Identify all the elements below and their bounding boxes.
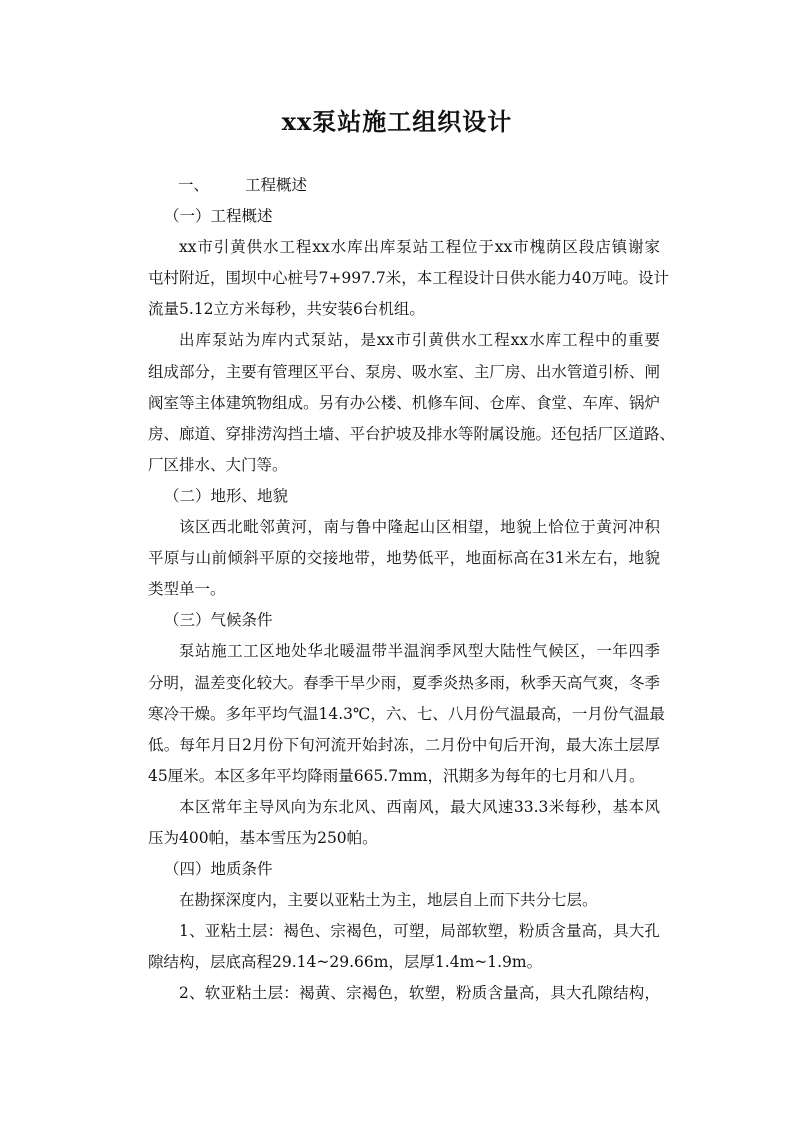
subheading-climate: （三）气候条件 [164, 611, 273, 630]
paragraph-line: 分明，温差变化较大。春季干旱少雨，夏季炎热多雨，秋季天高气爽，冬季 [148, 673, 660, 692]
paragraph-line: 压为400帕，基本雪压为250帕。 [148, 828, 378, 847]
paragraph-line: 在勘探深度内，主要以亚粘土为主，地层自上而下共分七层。 [179, 891, 598, 910]
paragraph-line: 流量5.12立方米每秒，共安装6台机组。 [148, 300, 425, 319]
paragraph-line: 阀室等主体建筑物组成。另有办公楼、机修车间、仓库、食堂、车库、锅炉 [148, 393, 660, 412]
section-heading [148, 170, 660, 201]
paragraph-line: 类型单一。 [148, 580, 226, 599]
document-body [148, 170, 676, 1010]
paragraph-line: 组成部分，主要有管理区平台、泵房、吸水室、主厂房、出水管道引桥、闸 [148, 362, 660, 381]
subheading-overview: （一）工程概述 [164, 207, 273, 226]
document-title: xx泵站施工组织设计 [281, 107, 513, 136]
paragraph-line: 寒冷干燥。多年平均气温14.3℃，六、七、八月份气温最高，一月份气温最 [148, 704, 665, 723]
paragraph-line: 低。每年月日2月份下旬河流开始封冻，二月份中旬后开洵，最大冻土层厚 [148, 735, 660, 754]
paragraph-line: 出库泵站为库内式泵站，是xx市引黄供水工程xx水库工程中的重要 [179, 331, 660, 350]
subheading-terrain: （二）地形、地貌 [164, 486, 289, 505]
paragraph-line: 房、廊道、穿排涝沟挡土墙、平台护坡及排水等附属设施。还包括厂区道路、 [148, 424, 676, 443]
paragraph-line: 本区常年主导风向为东北风、西南风，最大风速33.3米每秒，基本风 [179, 797, 660, 816]
paragraph-line: xx市引黄供水工程xx水库出库泵站工程位于xx市槐荫区段店镇谢家 [179, 238, 660, 257]
section-number: 一、 [178, 176, 210, 194]
paragraph-line: 2、软亚粘土层：褐黄、宗褐色，软塑，粉质含量高，具大孔隙结构， [179, 984, 660, 1003]
paragraph-line: 厂区排水、大门等。 [148, 455, 288, 474]
subheading-geology: （四）地质条件 [164, 860, 273, 879]
paragraph-line: 屯村附近，围坝中心桩号7+997.7米，本工程设计日供水能力40万吨。设计 [148, 269, 669, 288]
paragraph-line: 该区西北毗邻黄河，南与鲁中隆起山区相望，地貌上恰位于黄河冲积 [179, 518, 660, 537]
paragraph-line: 泵站施工工区地处华北暖温带半温润季风型大陆性气候区，一年四季 [179, 642, 660, 661]
paragraph-line: 1、亚粘土层：褐色、宗褐色，可塑，局部软塑，粉质含量高，具大孔 [179, 922, 660, 941]
paragraph-line: 平原与山前倾斜平原的交接地带，地势低平，地面标高在31米左右，地貌 [148, 549, 660, 568]
section-label: 工程概述 [245, 176, 308, 194]
paragraph-line: 隙结构，层底高程29.14~29.66m，层厚1.4m~1.9m。 [148, 953, 543, 972]
paragraph-line: 45厘米。本区多年平均降雨量665.7mm，汛期多为每年的七月和八月。 [148, 766, 645, 785]
